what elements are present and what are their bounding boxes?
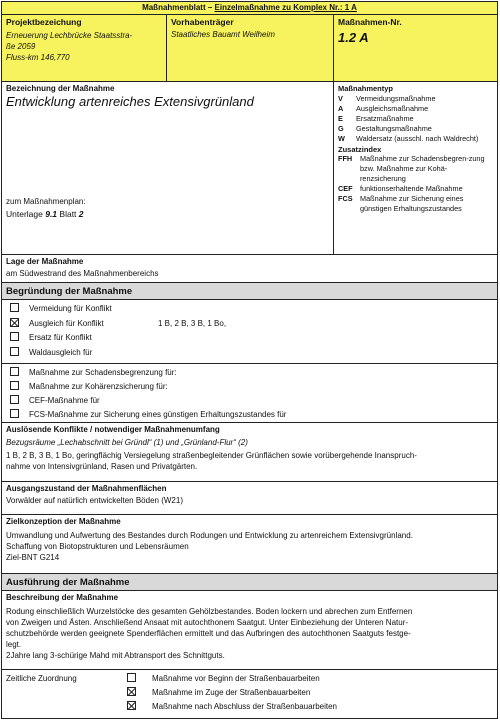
type-text: Gestaltungsmaßnahme (356, 124, 432, 133)
reason-conflict-text: Vermeidung für Konflikt (29, 304, 112, 313)
plan-prefix: Unterlage (6, 209, 46, 219)
description-line4: legt. (6, 640, 22, 649)
type-item (338, 114, 493, 124)
location-label: Lage der Maßnahme (6, 257, 84, 266)
plan-blatt-label: Blatt (57, 209, 79, 219)
project-row (2, 15, 497, 82)
type-text: Waldersatz (ausschl. nach Waldrecht) (356, 134, 479, 143)
types-cell (334, 82, 497, 254)
checkbox[interactable] (10, 395, 19, 404)
target-concept-line3: Ziel-BNT G214 (6, 553, 60, 562)
suffix-key: CEF (338, 184, 353, 193)
reason-special-item (10, 409, 286, 420)
checkbox[interactable] (10, 367, 19, 376)
suffix-list (338, 154, 493, 214)
reason-conflict-text: Waldausgleich für (29, 347, 93, 357)
reason-special-text: FCS-Maßnahme zur Sicherung eines günstigen Erhaltungszustandes für (29, 410, 287, 419)
type-item (338, 134, 493, 144)
execution-header (2, 574, 497, 591)
conflicts-reference: Bezugsräume „Lechabschnitt bei Gründl“ (1) und „Grünland-Flur“ (2) (6, 438, 248, 447)
target-concept-line2: Schaffung von Biotopstrukturen und Lebensräumen (6, 542, 189, 551)
project-line3: Fluss-km 146,770 (6, 53, 70, 62)
timing-option (127, 673, 337, 687)
checkbox[interactable] (127, 701, 136, 710)
timing-option (127, 687, 337, 701)
timing-option (127, 701, 337, 715)
description-line2: von Zweigen und Ästen. Anschließend Ansaat mit autochthonem Saatgut. Unter Einbeziehung der Unteren Natur- (6, 618, 409, 627)
timing-label: Zeitliche Zuordnung (6, 674, 77, 683)
type-item (338, 94, 493, 104)
designation-row (2, 82, 497, 255)
suffix-key: FCS (338, 194, 353, 203)
designation-cell (2, 82, 334, 254)
conflicts-line1: 1 B, 2 B, 3 B, 1 Bo, geringflächig Versiegelung straßenbegleitender Grünflächen sowie vorübergehende Inanspruch- (6, 451, 417, 460)
initial-state-row (2, 482, 497, 515)
reason-special-text: Maßnahme zur Kohärenzsicherung für: (29, 382, 168, 391)
initial-state-label: Ausgangszustand der Maßnahmenflächen (6, 484, 167, 493)
type-key: E (338, 114, 343, 123)
types-label: Maßnahmentyp (338, 84, 394, 93)
type-item (338, 124, 493, 134)
description-label: Beschreibung der Maßnahme (6, 593, 119, 602)
checkbox[interactable] (10, 347, 19, 356)
timing-row (2, 670, 497, 718)
plan-unterlage: 9.1 (45, 209, 58, 219)
types-list (338, 94, 493, 144)
type-text: Vermeidungsmaßnahme (356, 94, 436, 103)
type-item (338, 104, 493, 114)
project-line2: ße 2059 (6, 42, 36, 51)
reason-label: Begründung der Maßnahme (6, 286, 133, 297)
timing-option-text: Maßnahme im Zuge der Straßenbauarbeiten (152, 688, 311, 697)
suffix-item (338, 154, 493, 184)
target-concept-row (2, 515, 497, 574)
project-cell (2, 15, 167, 81)
reason-conflict-text: Ausgleich für Konflikt (29, 318, 104, 328)
measure-number-cell (334, 15, 497, 81)
carrier-label: Vorhabenträger (171, 17, 234, 27)
execution-label: Ausführung der Maßnahme (6, 577, 130, 588)
conflicts-row (2, 423, 497, 482)
sheet-title-row (2, 2, 497, 15)
reason-special-text: Maßnahme zur Schadensbegrenzung für: (29, 368, 177, 377)
type-key: A (338, 104, 344, 113)
plan-label: zum Maßnahmenplan: (6, 197, 86, 206)
initial-state-value: Vorwälder auf natürlich entwickelten Böden (W21) (6, 496, 183, 505)
reason-conflict-text: Ersatz für Konflikt (29, 333, 92, 342)
type-text: Ausgleichsmaßnahme (356, 104, 429, 113)
carrier-value: Staatliches Bauamt Weilheim (171, 30, 275, 39)
sheet-title-prefix: Maßnahmenblatt – (142, 3, 215, 12)
target-concept-line1: Umwandlung und Aufwertung des Bestandes durch Rodungen und Entwicklung zu artenreichem Extensivgrünland. (6, 531, 413, 540)
suffix-text: Maßnahme zur Schadensbegren-zung bzw. Maßnahme zur Kohä-renzsicherung (360, 154, 485, 183)
reason-conflict-conflicts: 1 B, 2 B, 3 B, 1 Bo, (158, 318, 227, 328)
measure-number-label: Maßnahmen-Nr. (338, 17, 402, 27)
checkbox[interactable] (10, 332, 19, 341)
measure-number-value: 1.2 A (338, 30, 369, 45)
reason-special-text: CEF-Maßnahme für (29, 396, 100, 405)
reason-group-conflicts (2, 300, 497, 364)
timing-option-text: Maßnahme nach Abschluss der Straßenbauarbeiten (152, 702, 337, 711)
type-key: W (338, 134, 345, 143)
location-value: am Südwestrand des Maßnahmenbereichs (6, 269, 159, 278)
reason-conflict-item (10, 303, 112, 314)
description-line5: 2Jahre lang 3-schürige Mahd mit Abtransport des Schnittguts. (6, 651, 225, 660)
checkbox[interactable] (10, 318, 19, 327)
suffix-text: funktionserhaltende Maßnahme (360, 184, 463, 193)
project-line1: Erneuerung Lechbrücke Staatsstra- (6, 31, 133, 40)
conflicts-label: Auslösende Konflikte / notwendiger Maßnahmenumfang (6, 425, 220, 434)
project-label: Projektbezeichung (6, 17, 82, 27)
description-line3: schutzbehörde werden geeignete Spenderflächen ermittelt und das Aufbringen des autochthonen Saatguts festge- (6, 629, 411, 638)
carrier-cell (167, 15, 334, 81)
reason-conflict-item (10, 347, 92, 358)
reason-special-item (10, 381, 168, 392)
plan-blatt: 2 (78, 209, 84, 219)
reason-special-item (10, 395, 100, 406)
suffix-item (338, 184, 493, 194)
suffix-item (338, 194, 493, 214)
location-row (2, 255, 497, 283)
checkbox[interactable] (127, 687, 136, 696)
measure-sheet (1, 1, 498, 719)
type-key: V (338, 94, 343, 103)
suffix-label: Zusatzindex (338, 145, 382, 154)
timing-option-text: Maßnahme vor Beginn der Straßenbauarbeiten (152, 674, 320, 683)
checkbox[interactable] (10, 409, 19, 418)
designation-value: Entwicklung artenreiches Extensivgrünland (6, 94, 254, 109)
description-line1: Rodung einschließlich Wurzelstöcke des gesamten Gehölzbestandes. Boden lockern und abrechen zum Entfernen (6, 607, 413, 616)
description-row (2, 591, 497, 670)
reason-conflict-item (10, 332, 92, 343)
suffix-text: Maßnahme zur Sicherung eines günstigen Erhaltungszustandes (360, 194, 464, 213)
checkbox[interactable] (10, 303, 19, 312)
type-key: G (338, 124, 344, 133)
sheet-title-complex: Einzelmaßnahme zu Komplex Nr.: 1 A (214, 3, 357, 12)
checkbox[interactable] (127, 673, 136, 682)
reason-group-special (2, 364, 497, 423)
type-text: Ersatzmaßnahme (356, 114, 414, 123)
plan-reference (6, 209, 84, 219)
checkbox[interactable] (10, 381, 19, 390)
timing-options (127, 673, 337, 715)
suffix-key: FFH (338, 154, 353, 163)
conflicts-line2: nahme von Intensivgrünland, Rasen und Privatgärten. (6, 462, 198, 471)
reason-header (2, 283, 497, 300)
reason-special-item (10, 367, 177, 378)
reason-conflict-item (10, 318, 104, 329)
target-concept-label: Zielkonzeption der Maßnahme (6, 517, 121, 526)
designation-label: Bezeichnung der Maßnahme (6, 84, 115, 93)
